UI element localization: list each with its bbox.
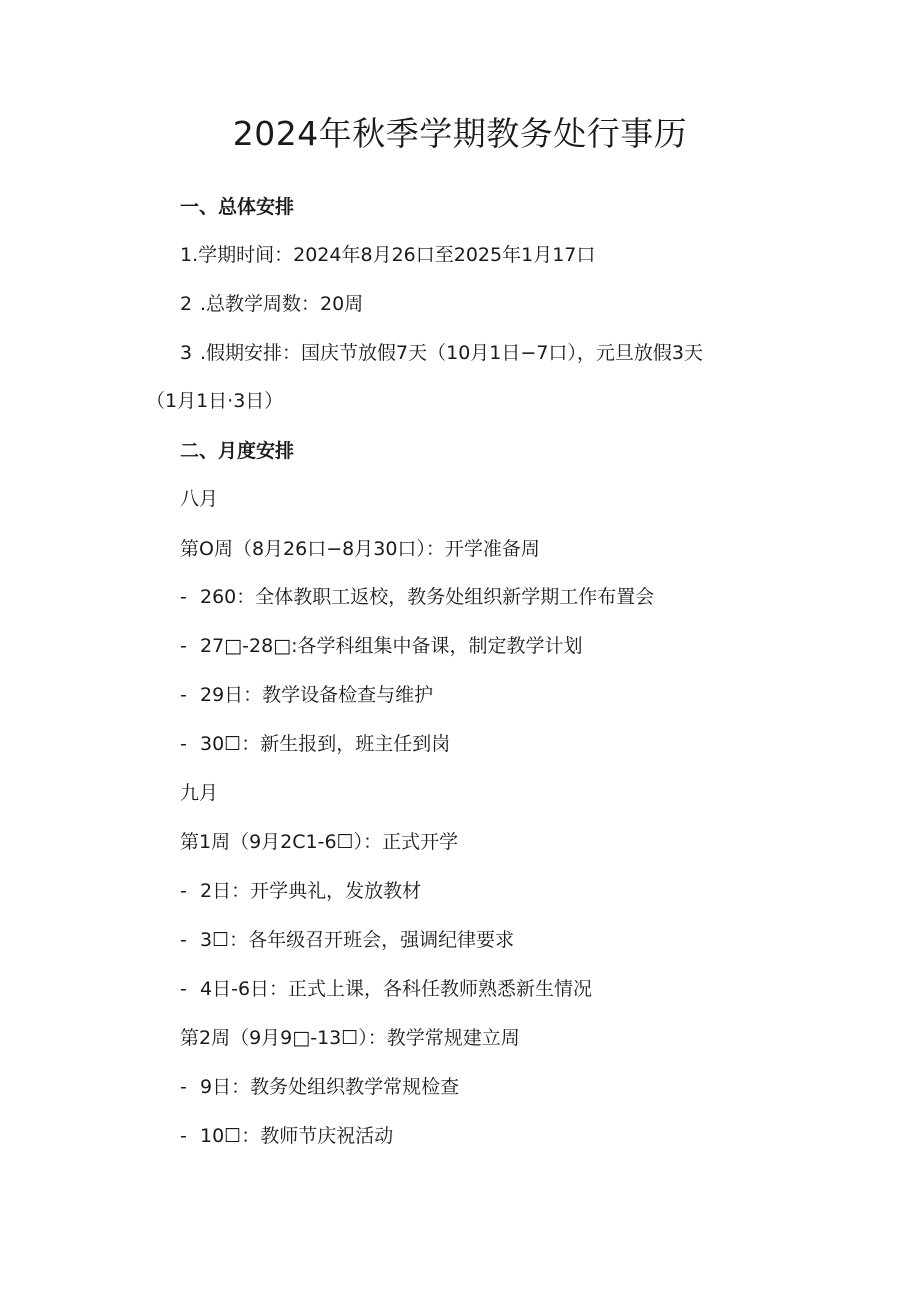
section-heading-monthly: 二、月度安排	[180, 440, 295, 462]
dash-marker: -	[180, 978, 187, 1000]
dash-marker: -	[180, 929, 187, 951]
dash-marker: -	[180, 733, 187, 755]
list-item-text: 30☐：新生报到，班主任到岗	[200, 733, 451, 755]
document-title: 2024年秋季学期教务处行事历	[232, 114, 688, 153]
item-text: .总教学周数：20周	[200, 293, 364, 315]
list-item-text: 29日：教学设备检查与维护	[200, 684, 434, 706]
week-heading-week1: 第1周（9月2C1-6☐）：正式开学	[180, 831, 459, 853]
list-item-text: 10☐：教师节庆祝活动	[200, 1125, 394, 1147]
list-item-text: 9日：教务处组织教学常规检查	[200, 1076, 460, 1098]
holiday-item-continued: （1月1日·3日）	[146, 390, 284, 412]
item-text: .假期安排：国庆节放假7天（10月1日−7口），元旦放假3天	[200, 342, 703, 364]
dash-marker: -	[180, 684, 187, 706]
dash-marker: -	[180, 1125, 187, 1147]
month-label-september: 九月	[180, 782, 219, 804]
dash-marker: -	[180, 635, 187, 657]
dash-marker: -	[180, 586, 187, 608]
list-item-text: 4日-6日：正式上课，各科任教师熟悉新生情况	[200, 978, 593, 1000]
holiday-item	[180, 339, 703, 367]
list-item-text: 27□-28□:各学科组集中备课，制定教学计划	[200, 635, 583, 657]
list-item	[180, 681, 433, 709]
month-label-august: 八月	[180, 488, 219, 510]
list-item	[180, 975, 592, 1003]
teaching-weeks-item	[180, 290, 363, 318]
list-item	[180, 1122, 393, 1150]
dash-marker: -	[180, 1076, 187, 1098]
item-number: 2	[180, 293, 193, 315]
list-item-text: 3☐：各年级召开班会，强调纪律要求	[200, 929, 515, 951]
list-item	[180, 632, 583, 660]
list-item	[180, 1073, 459, 1101]
list-item	[180, 730, 450, 758]
week-heading-week0: 第O周（8月26口−8月30口）：开学准备周	[180, 538, 540, 560]
item-number: 3	[180, 342, 193, 364]
list-item	[180, 583, 654, 611]
list-item	[180, 877, 421, 905]
list-item-text: 2日：开学典礼，发放教材	[200, 880, 422, 902]
semester-dates-item: 1.学期时间：2024年8月26口至2025年1月17口	[180, 244, 596, 266]
list-item	[180, 926, 514, 954]
section-heading-overall: 一、总体安排	[180, 196, 295, 218]
week-heading-week2: 第2周（9月9□-13☐）：教学常规建立周	[180, 1027, 520, 1049]
dash-marker: -	[180, 880, 187, 902]
list-item-text: 260：全体教职工返校，教务处组织新学期工作布置会	[200, 586, 655, 608]
